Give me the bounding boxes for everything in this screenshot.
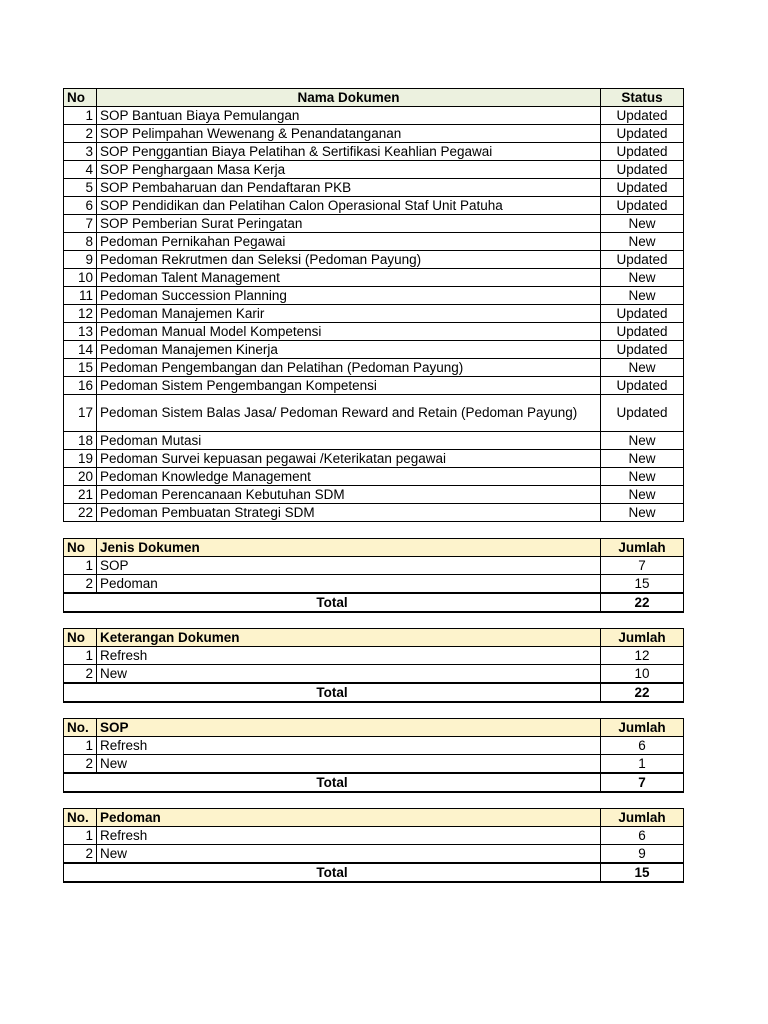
table-row xyxy=(64,486,684,504)
header-jumlah: Jumlah xyxy=(601,809,684,827)
total-value: 7 xyxy=(601,773,684,792)
row-name: Pedoman Manajemen Karir xyxy=(97,305,601,323)
row-status: Updated xyxy=(601,341,684,359)
row-status: Updated xyxy=(601,143,684,161)
table-row xyxy=(64,504,684,522)
table-row xyxy=(64,143,684,161)
row-name: Pedoman Pernikahan Pegawai xyxy=(97,233,601,251)
row-no: 22 xyxy=(64,504,97,522)
row-name: SOP Bantuan Biaya Pemulangan xyxy=(97,107,601,125)
row-no: 5 xyxy=(64,179,97,197)
row-name: New xyxy=(97,665,601,684)
sop-summary-table xyxy=(63,718,684,793)
header-pedoman: Pedoman xyxy=(97,809,601,827)
row-name: Pedoman Talent Management xyxy=(97,269,601,287)
row-name: SOP Pemberian Surat Peringatan xyxy=(97,215,601,233)
table-header-row xyxy=(64,809,684,827)
header-jumlah: Jumlah xyxy=(601,719,684,737)
row-name: Pedoman Mutasi xyxy=(97,432,601,450)
table-header-row xyxy=(64,719,684,737)
total-value: 22 xyxy=(601,593,684,612)
row-no: 18 xyxy=(64,432,97,450)
row-name: SOP Penggantian Biaya Pelatihan & Sertifikasi Keahlian Pegawai xyxy=(97,143,601,161)
row-no: 16 xyxy=(64,377,97,395)
table-row xyxy=(64,233,684,251)
pedoman-summary-table xyxy=(63,808,684,883)
row-name: New xyxy=(97,845,601,864)
table-row xyxy=(64,323,684,341)
table-row xyxy=(64,665,684,684)
header-jumlah: Jumlah xyxy=(601,539,684,557)
table-row xyxy=(64,432,684,450)
row-name: Pedoman xyxy=(97,575,601,594)
row-status: New xyxy=(601,215,684,233)
table-row xyxy=(64,755,684,774)
total-label: Total xyxy=(64,863,601,882)
row-status: New xyxy=(601,450,684,468)
row-name: New xyxy=(97,755,601,774)
row-status: New xyxy=(601,269,684,287)
row-name: Refresh xyxy=(97,737,601,755)
total-row xyxy=(64,863,684,882)
table-row xyxy=(64,179,684,197)
row-no: 17 xyxy=(64,395,97,432)
table-row xyxy=(64,575,684,594)
table-row xyxy=(64,845,684,864)
row-count: 6 xyxy=(601,827,684,845)
row-no: 13 xyxy=(64,323,97,341)
row-name: Pedoman Sistem Pengembangan Kompetensi xyxy=(97,377,601,395)
total-label: Total xyxy=(64,773,601,792)
row-status: New xyxy=(601,287,684,305)
row-no: 4 xyxy=(64,161,97,179)
row-no: 1 xyxy=(64,557,97,575)
row-status: Updated xyxy=(601,305,684,323)
row-status: New xyxy=(601,359,684,377)
row-name: SOP Pembaharuan dan Pendaftaran PKB xyxy=(97,179,601,197)
row-no: 12 xyxy=(64,305,97,323)
table-row xyxy=(64,287,684,305)
table-row xyxy=(64,468,684,486)
row-name: Pedoman Sistem Balas Jasa/ Pedoman Reward and Retain (Pedoman Payung) xyxy=(97,395,601,432)
header-jumlah: Jumlah xyxy=(601,629,684,647)
table-header-row xyxy=(64,89,684,107)
row-no: 1 xyxy=(64,827,97,845)
row-count: 12 xyxy=(601,647,684,665)
header-nama-dokumen: Nama Dokumen xyxy=(97,89,601,107)
jenis-dokumen-table xyxy=(63,538,684,613)
row-name: Pedoman Manajemen Kinerja xyxy=(97,341,601,359)
table-row xyxy=(64,107,684,125)
total-row xyxy=(64,773,684,792)
table-row xyxy=(64,737,684,755)
total-label: Total xyxy=(64,683,601,702)
total-value: 15 xyxy=(601,863,684,882)
row-status: Updated xyxy=(601,251,684,269)
row-count: 1 xyxy=(601,755,684,774)
row-status: Updated xyxy=(601,179,684,197)
row-name: Pedoman Manual Model Kompetensi xyxy=(97,323,601,341)
row-name: Refresh xyxy=(97,647,601,665)
row-status: Updated xyxy=(601,395,684,432)
row-no: 9 xyxy=(64,251,97,269)
row-count: 6 xyxy=(601,737,684,755)
row-no: 1 xyxy=(64,737,97,755)
table-row xyxy=(64,269,684,287)
row-name: SOP xyxy=(97,557,601,575)
total-row xyxy=(64,593,684,612)
table-header-row xyxy=(64,629,684,647)
keterangan-dokumen-table xyxy=(63,628,684,703)
row-status: Updated xyxy=(601,377,684,395)
table-row xyxy=(64,395,684,432)
table-row xyxy=(64,197,684,215)
header-no: No. xyxy=(64,809,97,827)
table-row xyxy=(64,377,684,395)
total-row xyxy=(64,683,684,702)
row-name: SOP Penghargaan Masa Kerja xyxy=(97,161,601,179)
table-row xyxy=(64,557,684,575)
row-no: 7 xyxy=(64,215,97,233)
row-no: 6 xyxy=(64,197,97,215)
row-name: SOP Pendidikan dan Pelatihan Calon Operasional Staf Unit Patuha xyxy=(97,197,601,215)
table-row xyxy=(64,215,684,233)
header-no: No xyxy=(64,539,97,557)
row-name: Pedoman Pengembangan dan Pelatihan (Pedoman Payung) xyxy=(97,359,601,377)
row-name: Pedoman Pembuatan Strategi SDM xyxy=(97,504,601,522)
header-no: No xyxy=(64,89,97,107)
header-no: No. xyxy=(64,719,97,737)
row-name: Pedoman Perencanaan Kebutuhan SDM xyxy=(97,486,601,504)
header-sop: SOP xyxy=(97,719,601,737)
table-row xyxy=(64,305,684,323)
row-no: 2 xyxy=(64,125,97,143)
document-list-table xyxy=(63,88,684,522)
row-no: 1 xyxy=(64,647,97,665)
row-no: 20 xyxy=(64,468,97,486)
row-count: 7 xyxy=(601,557,684,575)
total-value: 22 xyxy=(601,683,684,702)
row-name: Pedoman Knowledge Management xyxy=(97,468,601,486)
row-count: 10 xyxy=(601,665,684,684)
row-no: 1 xyxy=(64,107,97,125)
table-row xyxy=(64,161,684,179)
header-jenis-dokumen: Jenis Dokumen xyxy=(97,539,601,557)
header-keterangan-dokumen: Keterangan Dokumen xyxy=(97,629,601,647)
table-row xyxy=(64,125,684,143)
row-status: Updated xyxy=(601,323,684,341)
row-status: Updated xyxy=(601,161,684,179)
row-status: New xyxy=(601,432,684,450)
row-status: Updated xyxy=(601,107,684,125)
row-name: Pedoman Rekrutmen dan Seleksi (Pedoman Payung) xyxy=(97,251,601,269)
row-status: Updated xyxy=(601,125,684,143)
row-no: 14 xyxy=(64,341,97,359)
row-count: 9 xyxy=(601,845,684,864)
row-no: 3 xyxy=(64,143,97,161)
row-status: New xyxy=(601,468,684,486)
row-no: 8 xyxy=(64,233,97,251)
row-no: 21 xyxy=(64,486,97,504)
row-status: Updated xyxy=(601,197,684,215)
row-no: 19 xyxy=(64,450,97,468)
table-header-row xyxy=(64,539,684,557)
header-status: Status xyxy=(601,89,684,107)
table-row xyxy=(64,647,684,665)
row-no: 2 xyxy=(64,575,97,594)
table-row xyxy=(64,359,684,377)
row-name: Pedoman Succession Planning xyxy=(97,287,601,305)
table-row xyxy=(64,450,684,468)
row-status: New xyxy=(601,504,684,522)
row-no: 2 xyxy=(64,665,97,684)
row-no: 15 xyxy=(64,359,97,377)
row-status: New xyxy=(601,486,684,504)
row-no: 10 xyxy=(64,269,97,287)
row-status: New xyxy=(601,233,684,251)
row-name: SOP Pelimpahan Wewenang & Penandatanganan xyxy=(97,125,601,143)
row-count: 15 xyxy=(601,575,684,594)
row-no: 11 xyxy=(64,287,97,305)
row-no: 2 xyxy=(64,755,97,774)
table-row xyxy=(64,341,684,359)
row-name: Refresh xyxy=(97,827,601,845)
table-row xyxy=(64,827,684,845)
total-label: Total xyxy=(64,593,601,612)
row-no: 2 xyxy=(64,845,97,864)
table-row xyxy=(64,251,684,269)
row-name: Pedoman Survei kepuasan pegawai /Keterikatan pegawai xyxy=(97,450,601,468)
header-no: No xyxy=(64,629,97,647)
